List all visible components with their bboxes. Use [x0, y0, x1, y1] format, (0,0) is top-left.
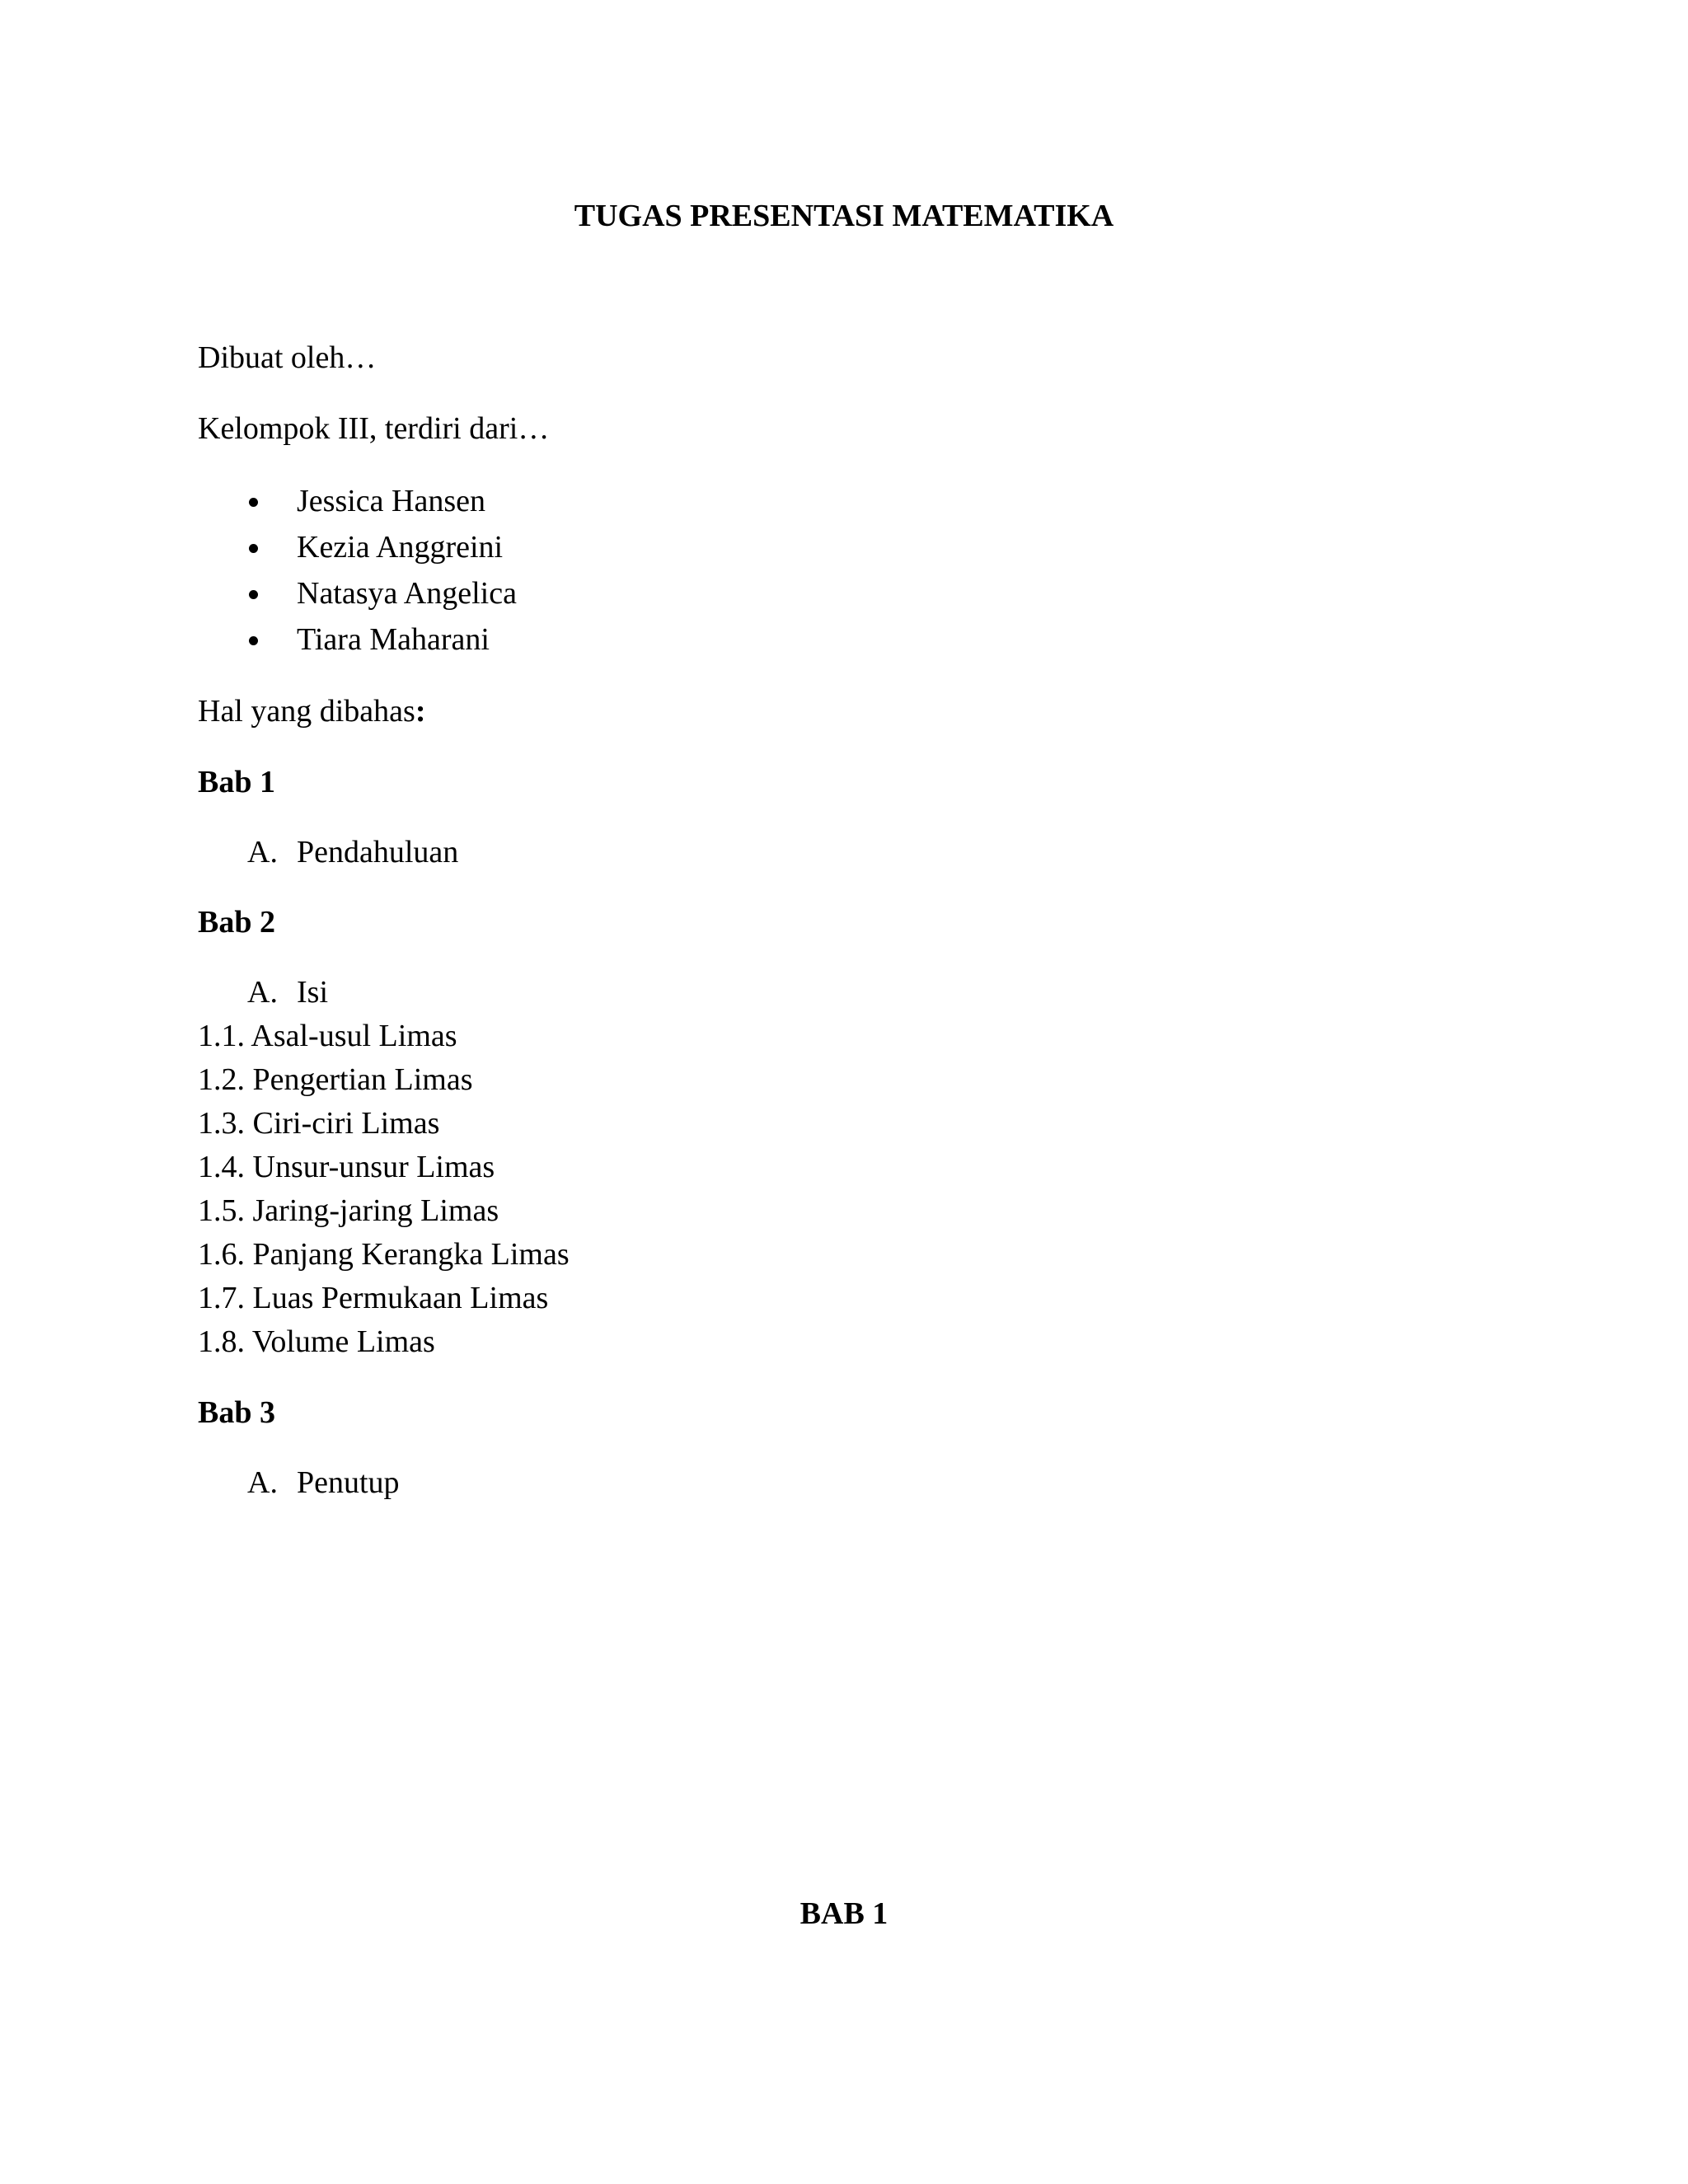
chapter-item [198, 971, 1484, 1015]
topics-intro [198, 690, 1484, 733]
author-intro: Dibuat oleh… [198, 340, 377, 375]
next-chapter-heading: BAB 1 [799, 1896, 889, 1931]
list-item [198, 570, 1484, 616]
topics-colon: : [415, 694, 426, 729]
item-letter: A. [247, 975, 278, 1010]
list-item [198, 616, 1484, 663]
member-name: Jessica Hansen [297, 484, 485, 518]
document-title: TUGAS PRESENTASI MATEMATIKA [574, 199, 1114, 233]
bullet-icon [249, 590, 258, 599]
item-text: Pendahuluan [297, 835, 459, 869]
bullet-icon [249, 498, 258, 507]
item-letter: A. [247, 1465, 278, 1500]
list-item: 1.1. Asal-usul Limas [198, 1019, 457, 1053]
bullet-icon [249, 636, 258, 645]
list-item: 1.5. Jaring-jaring Limas [198, 1193, 499, 1228]
list-item: 1.4. Unsur-unsur Limas [198, 1150, 495, 1184]
list-item: 1.8. Volume Limas [198, 1324, 435, 1359]
topics-intro-text: Hal yang dibahas [198, 694, 415, 729]
subtopic-list [198, 1015, 1484, 1364]
chapter-heading: Bab 3 [198, 1395, 275, 1430]
list-item: 1.6. Panjang Kerangka Limas [198, 1237, 570, 1272]
member-name: Natasya Angelica [297, 576, 517, 611]
chapter-item [198, 831, 1484, 874]
list-item: 1.3. Ciri-ciri Limas [198, 1106, 440, 1141]
chapter-heading: Bab 1 [198, 765, 275, 799]
chapter-heading: Bab 2 [198, 905, 275, 940]
list-item [198, 524, 1484, 570]
document-body [198, 336, 1484, 1531]
chapter-item [198, 1461, 1484, 1505]
item-text: Isi [297, 975, 328, 1010]
member-name: Tiara Maharani [297, 622, 490, 657]
item-letter: A. [247, 835, 278, 869]
member-name: Kezia Anggreini [297, 530, 504, 565]
item-text: Penutup [297, 1465, 400, 1500]
list-item: 1.2. Pengertian Limas [198, 1062, 473, 1097]
group-intro: Kelompok III, terdiri dari… [198, 411, 550, 446]
member-list [198, 478, 1484, 663]
list-item: 1.7. Luas Permukaan Limas [198, 1281, 549, 1315]
bullet-icon [249, 544, 258, 553]
list-item [198, 478, 1484, 524]
